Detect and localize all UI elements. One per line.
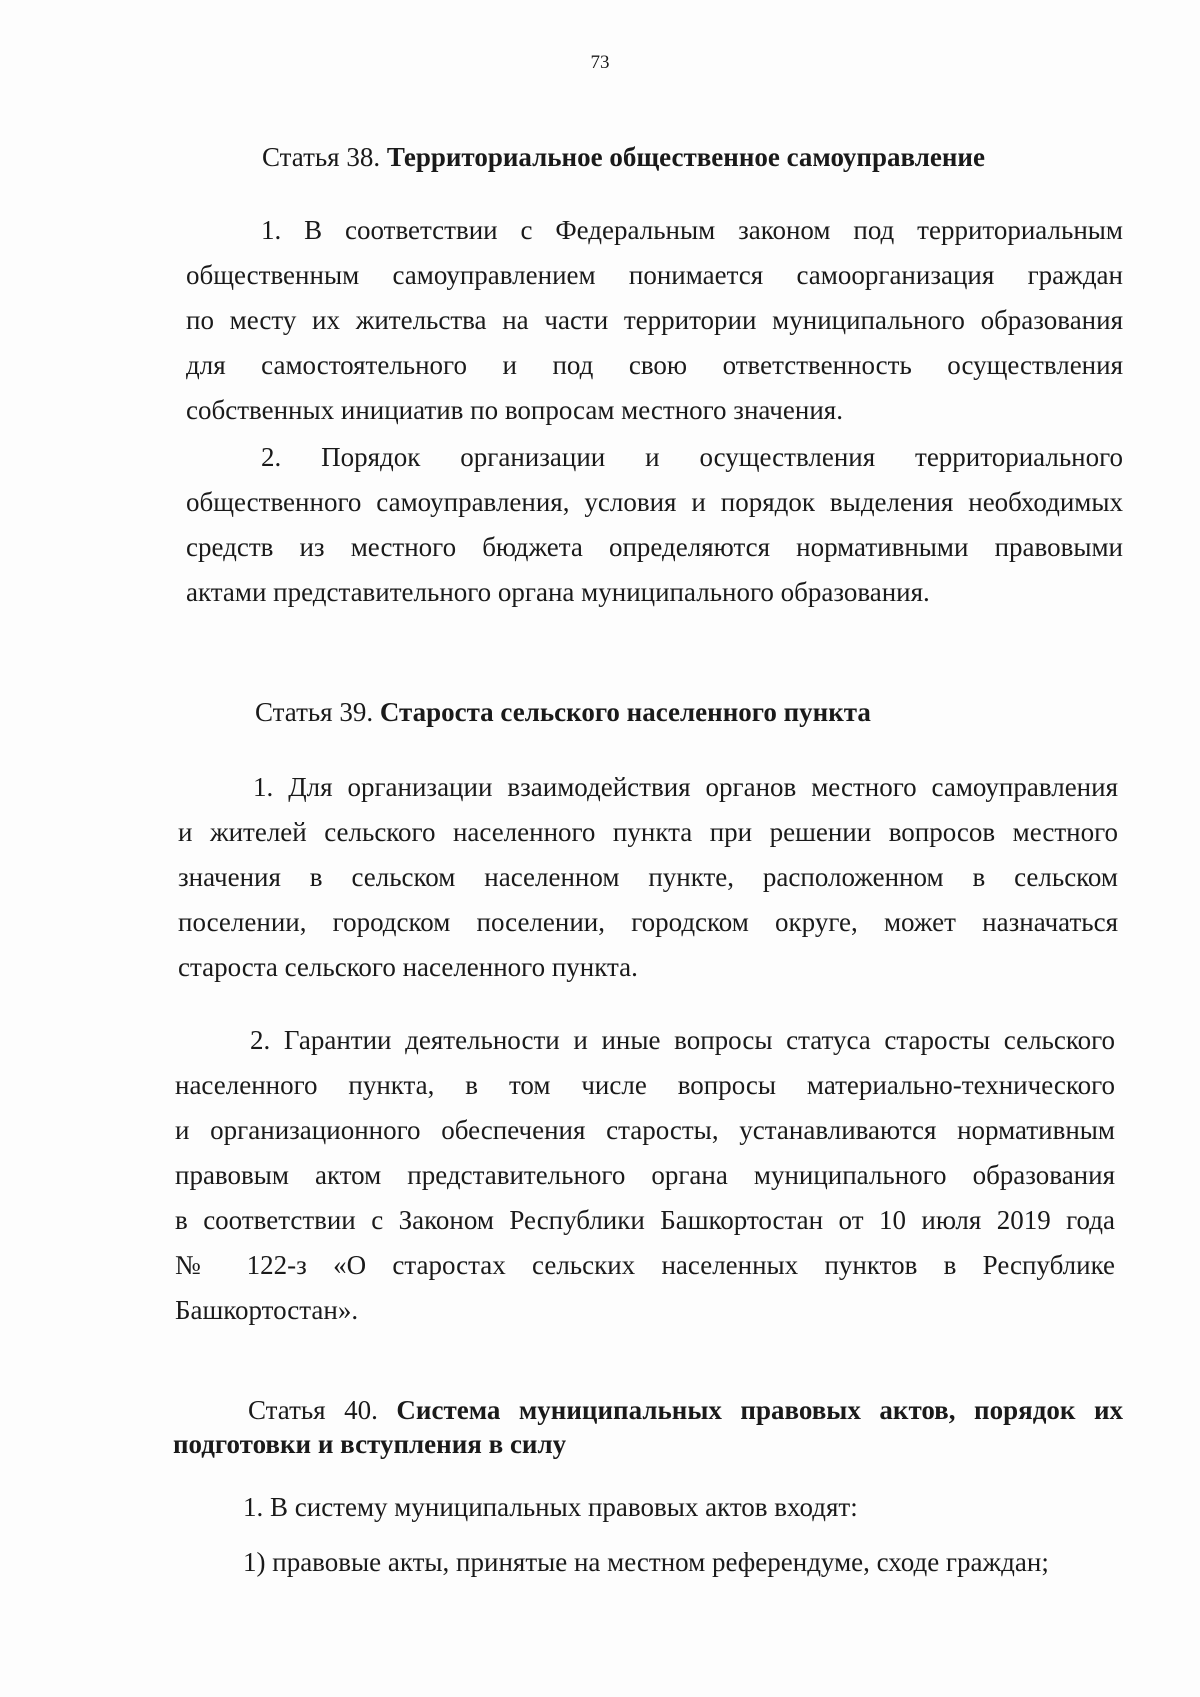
text-line: 1. В соответствии с Федеральным законом под территориальным	[261, 215, 1123, 245]
text-line: и жителей сельского населенного пункта при решении вопросов местного	[178, 817, 1118, 847]
article-39-prefix: Статья 39.	[255, 697, 374, 727]
article-40-title-line-1: Система муниципальных правовых актов, порядок их	[396, 1395, 1124, 1425]
article-38-prefix: Статья 38.	[262, 142, 381, 172]
text-line: населенного пункта, в том числе вопросы материально-технического	[175, 1070, 1115, 1100]
article-40-heading	[173, 1393, 1123, 1461]
text-line: правовым актом представительного органа муниципального образования	[175, 1160, 1115, 1190]
text-line: 1. В систему муниципальных правовых актов входят:	[243, 1492, 858, 1522]
text-line: средств из местного бюджета определяются нормативными правовыми	[186, 532, 1123, 562]
text-line: Башкортостан».	[175, 1295, 359, 1325]
text-line: староста сельского населенного пункта.	[178, 952, 638, 982]
text-line: 2. Порядок организации и осуществления территориального	[261, 442, 1123, 472]
text-line: актами представительного органа муниципального образования.	[186, 577, 930, 607]
text-line: поселении, городском поселении, городском округе, может назначаться	[178, 907, 1118, 937]
article-39-paragraph-1	[178, 765, 1118, 990]
article-38-paragraph-2	[186, 435, 1123, 615]
text-line: в соответствии с Законом Республики Башкортостан от 10 июля 2019 года	[175, 1205, 1115, 1235]
article-40-prefix: Статья 40.	[248, 1395, 378, 1425]
text-line: собственных инициатив по вопросам местного значения.	[186, 395, 843, 425]
text-line: 1) правовые акты, принятые на местном референдуме, сходе граждан;	[243, 1547, 1049, 1577]
page-number: 73	[590, 52, 610, 73]
text-line: 1. Для организации взаимодействия органов местного самоуправления	[253, 772, 1118, 802]
article-38-heading	[262, 140, 985, 174]
article-40-paragraph-2	[243, 1540, 1123, 1585]
text-line: для самостоятельного и под свою ответственность осуществления	[186, 350, 1123, 380]
text-line: 2. Гарантии деятельности и иные вопросы статуса старосты сельского	[250, 1025, 1115, 1055]
text-line: по месту их жительства на части территории муниципального образования	[186, 305, 1123, 335]
text-line: значения в сельском населенном пункте, расположенном в сельском	[178, 862, 1118, 892]
article-40-title-line-2: подготовки и вступления в силу	[173, 1429, 567, 1459]
article-39-title: Староста сельского населенного пункта	[379, 697, 871, 727]
article-38-paragraph-1	[186, 208, 1123, 433]
text-line: общественного самоуправления, условия и порядок выделения необходимых	[186, 487, 1123, 517]
article-40-paragraph-1	[243, 1485, 1123, 1530]
text-line: общественным самоуправлением понимается самоорганизация граждан	[186, 260, 1123, 290]
text-line: № 122-з «О старостах сельских населенных пунктов в Республике	[175, 1250, 1115, 1280]
article-40-heading-line-1	[173, 1393, 1123, 1427]
article-39-paragraph-2	[175, 1018, 1115, 1333]
text-line: и организационного обеспечения старосты, устанавливаются нормативным	[175, 1115, 1115, 1145]
article-39-heading	[255, 695, 871, 729]
article-38-title: Территориальное общественное самоуправление	[386, 142, 985, 172]
